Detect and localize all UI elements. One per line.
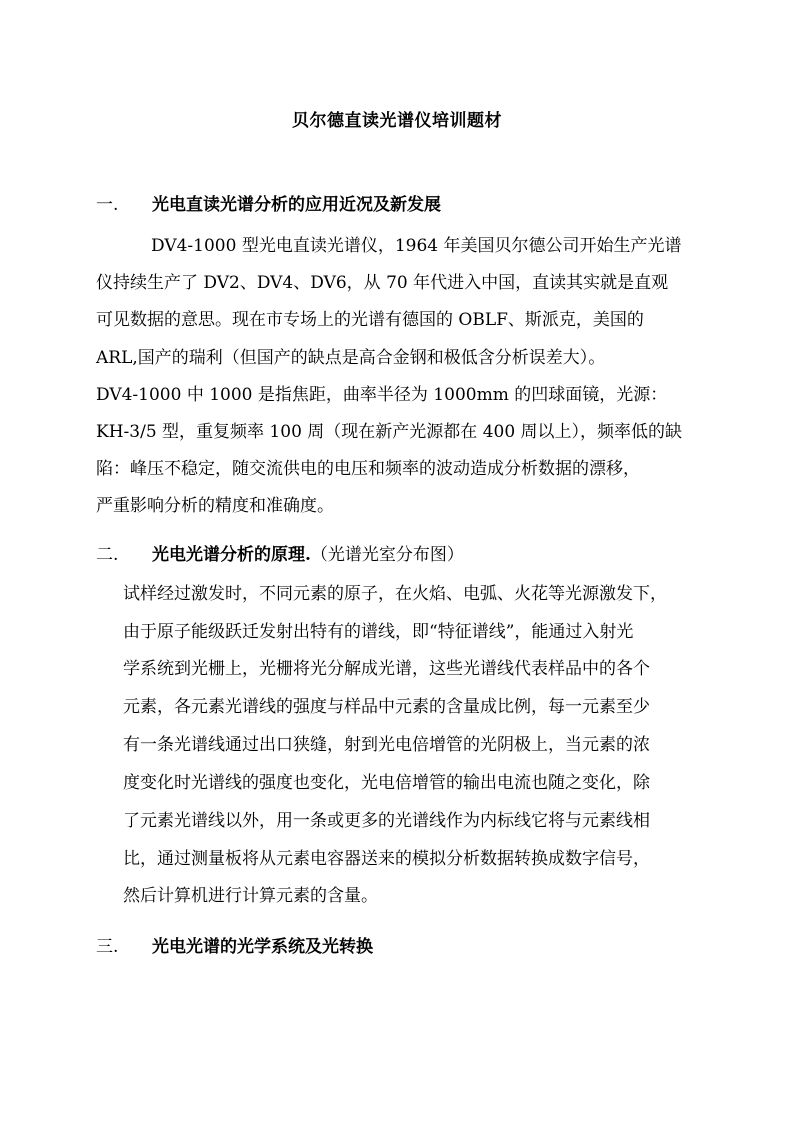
paragraph-line: DV4-1000 中 1000 是指焦距，曲率半径为 1000mm 的凹球面镜，光源： xyxy=(96,385,668,405)
section-2-title: 光电光谱分析的原理. xyxy=(152,545,311,565)
section-2-number: 二. xyxy=(96,545,119,565)
paragraph-line: 严重影响分析的精度和准确度。 xyxy=(96,496,334,516)
section-1-title: 光电直读光谱分析的应用近况及新发展 xyxy=(152,195,441,215)
paragraph-line: ARL,国产的瑞利（但国产的缺点是高合金钢和极低含分析误差大）。 xyxy=(96,348,606,368)
section-3-title: 光电光谱的光学系统及光转换 xyxy=(152,937,373,957)
paragraph-line: 学系统到光栅上，光栅将光分解成光谱，这些光谱线代表样品中的各个 xyxy=(123,659,650,679)
section-1-heading xyxy=(96,190,441,215)
paragraph-line: DV4-1000 型光电直读光谱仪，1964 年美国贝尔德公司开始生产光谱 xyxy=(151,236,682,256)
paragraph-line: 了元素光谱线以外，用一条或更多的光谱线作为内标线它将与元素线相 xyxy=(123,811,650,831)
paragraph-line: 然后计算机进行计算元素的含量。 xyxy=(123,886,378,906)
document-title: 贝尔德直读光谱仪培训题材 xyxy=(292,111,502,131)
paragraph-line: 由于原子能级跃迁发射出特有的谱线，即“特征谱线”，能通过入射光 xyxy=(123,622,634,642)
section-2-heading xyxy=(96,540,464,565)
paragraph-line: 陷：峰压不稳定，随交流供电的电压和频率的波动造成分析数据的漂移， xyxy=(96,459,640,479)
section-3-heading xyxy=(96,932,373,957)
paragraph-line: 有一条光谱线通过出口狭缝，射到光电倍增管的光阴极上，当元素的浓 xyxy=(123,735,650,755)
section-2-note: （光谱光室分布图） xyxy=(310,545,464,565)
paragraph-line: 元素，各元素光谱线的强度与样品中元素的含量成比例，每一元素至少 xyxy=(123,697,650,717)
section-1-number: 一. xyxy=(96,195,119,215)
paragraph-line: 度变化时光谱线的强度也变化，光电倍增管的输出电流也随之变化，除 xyxy=(123,773,650,793)
paragraph-line: 可见数据的意思。现在市专场上的光谱有德国的 OBLF、斯派克，美国的 xyxy=(96,310,644,330)
paragraph-line: 仪持续生产了 DV2、DV4、DV6，从 70 年代进入中国，直读其实就是直观 xyxy=(96,273,669,293)
paragraph-line: 试样经过激发时，不同元素的原子，在火焰、电弧、火花等光源激发下， xyxy=(123,584,667,604)
paragraph-line: 比，通过测量板将从元素电容器送来的模拟分析数据转换成数字信号， xyxy=(123,849,650,869)
section-3-number: 三. xyxy=(96,937,119,957)
paragraph-line: KH-3/5 型，重复频率 100 周（现在新产光源都在 400 周以上），频率低的缺 xyxy=(96,422,683,442)
